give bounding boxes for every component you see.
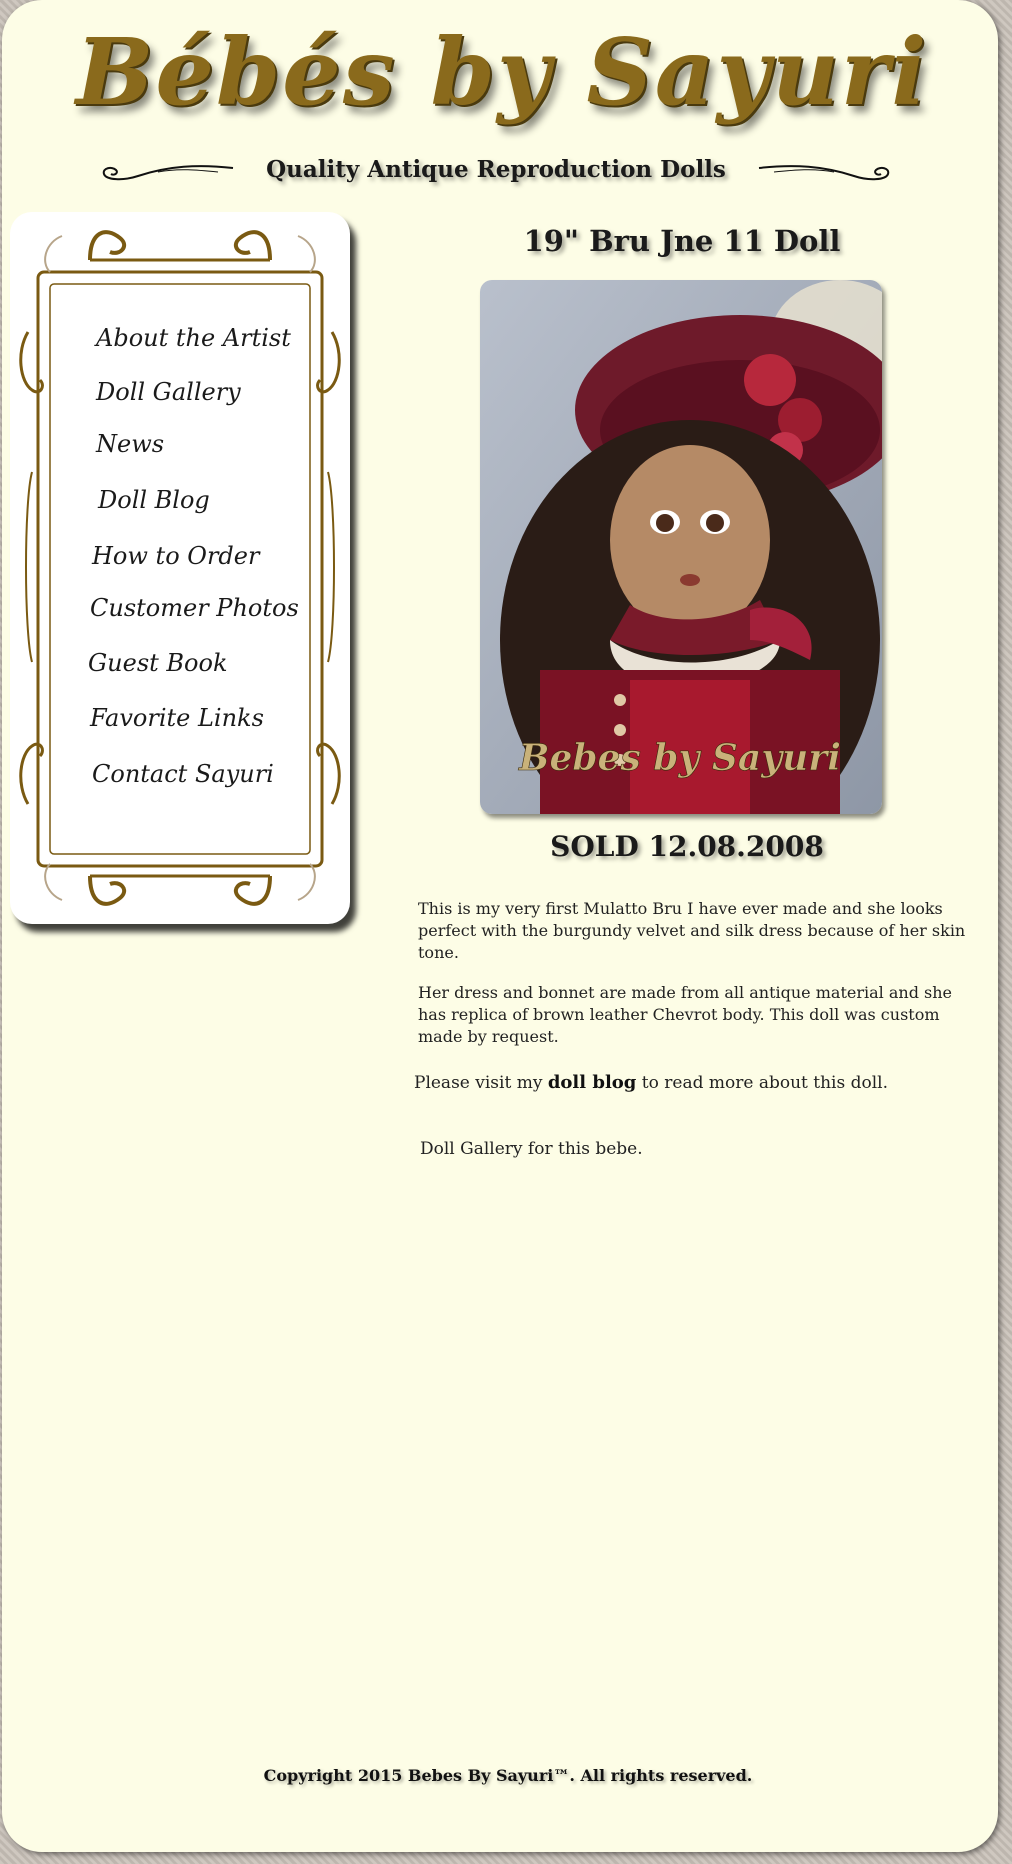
footer-copyright: Copyright 2015 Bebes By Sayuri™. All rights reserved. <box>263 1766 753 1785</box>
page-panel <box>2 0 998 1852</box>
tagline-row <box>98 152 894 192</box>
description-paragraph-1: This is my very first Mulatto Bru I have ever made and she looks perfect with the burgundy velvet and silk dress because of her skin tone. <box>418 899 966 962</box>
tagline: Quality Antique Reproduction Dolls <box>266 156 726 183</box>
doll-image-icon <box>480 280 882 814</box>
description-paragraph-2: Her dress and bonnet are made from all antique material and she has replica of brown leather Chevrot body. This doll was custom made by request. <box>418 983 952 1046</box>
nav-link-how-to-order[interactable]: How to Order <box>92 542 260 570</box>
nav-link-contact-sayuri[interactable]: Contact Sayuri <box>92 760 274 788</box>
site-logo[interactable]: Bébés by Sayuri <box>75 18 929 126</box>
photo-watermark: Bebes by Sayuri <box>519 737 841 779</box>
doll-photo[interactable] <box>480 280 882 814</box>
sidebar-nav-panel <box>10 212 350 924</box>
nav-link-about-the-artist[interactable]: About the Artist <box>96 324 291 352</box>
nav-link-favorite-links[interactable]: Favorite Links <box>90 704 264 732</box>
nav-link-doll-blog[interactable]: Doll Blog <box>98 486 210 514</box>
visit-prefix: Please visit my <box>414 1073 548 1093</box>
right-flourish-icon <box>754 160 894 186</box>
nav-link-news[interactable]: News <box>96 430 165 458</box>
main-nav <box>10 212 350 924</box>
gallery-line[interactable]: Doll Gallery for this bebe. <box>420 1139 643 1159</box>
visit-suffix: to read more about this doll. <box>636 1073 888 1093</box>
sold-status: SOLD 12.08.2008 <box>550 830 824 863</box>
nav-link-customer-photos[interactable]: Customer Photos <box>90 594 299 622</box>
doll-blog-link[interactable]: doll blog <box>547 1072 637 1093</box>
nav-link-doll-gallery[interactable]: Doll Gallery <box>96 378 241 406</box>
visit-line <box>414 1072 962 1094</box>
nav-link-guest-book[interactable]: Guest Book <box>88 649 228 677</box>
doll-title: 19" Bru Jne 11 Doll <box>523 224 841 258</box>
